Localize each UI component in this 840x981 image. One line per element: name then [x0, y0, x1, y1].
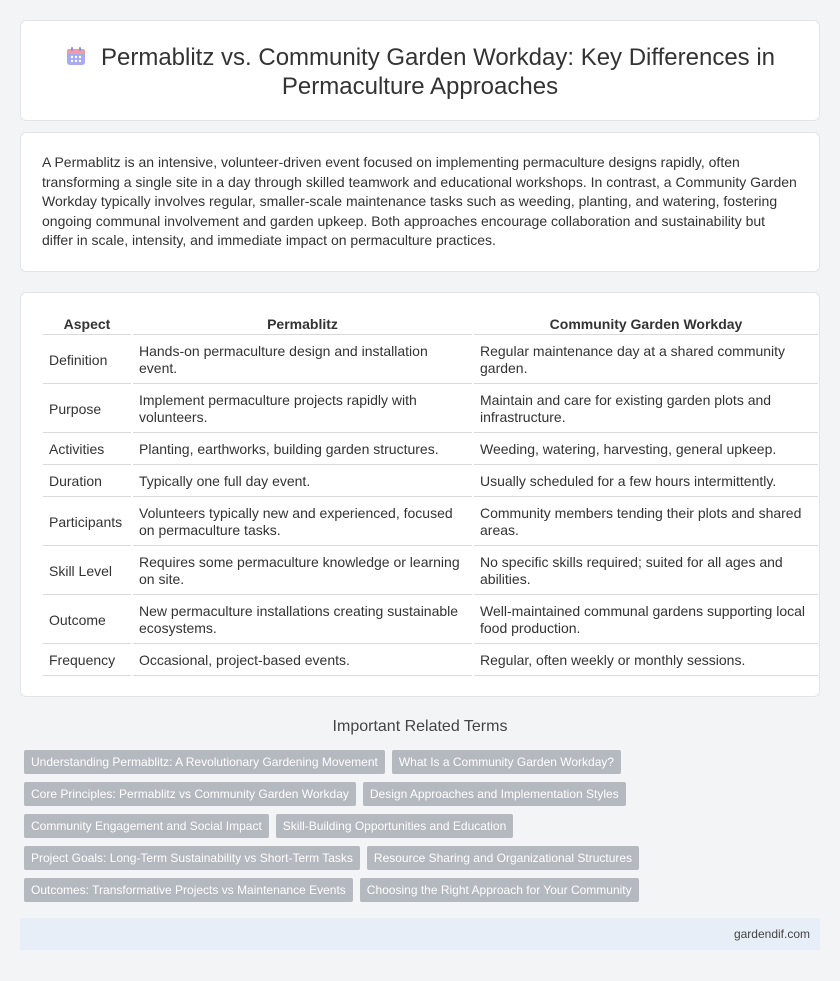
header-permablitz: Permablitz: [132, 312, 473, 335]
table-row: [43, 384, 818, 433]
related-term-link[interactable]: Skill-Building Opportunities and Education: [276, 814, 513, 838]
related-term-link[interactable]: What Is a Community Garden Workday?: [392, 750, 621, 774]
cell-community: Well-maintained communal gardens supporting local food production.: [473, 595, 818, 644]
related-term-link[interactable]: Understanding Permablitz: A Revolutionary Gardening Movement: [24, 750, 385, 774]
intro-paragraph: A Permablitz is an intensive, volunteer-driven event focused on implementing permaculture designs rapidly, often transforming a single site in a day through skilled teamwork and educational workshops. In contrast, a Community Garden Workday typically involves regular, smaller-scale maintenance tasks such as weeding, planting, and watering, fostering ongoing communal involvement and garden upkeep. Both approaches encourage collaboration and sustainability but differ in scale, intensity, and immediate impact on permaculture practices.: [42, 154, 797, 248]
footer: [20, 918, 820, 950]
table-row: [43, 433, 818, 465]
related-term-link[interactable]: Outcomes: Transformative Projects vs Maintenance Events: [24, 878, 353, 902]
cell-permablitz: Volunteers typically new and experienced, focused on permaculture tasks.: [132, 497, 473, 546]
related-terms-heading: Important Related Terms: [332, 718, 508, 735]
title-line-1: Permablitz vs. Community Garden Workday: Key Differences in: [100, 44, 776, 71]
table-header-row: [43, 312, 818, 335]
cell-community: Usually scheduled for a few hours intermittently.: [473, 465, 818, 497]
table-row: [43, 546, 818, 595]
cell-permablitz: Occasional, project-based events.: [132, 644, 473, 676]
header-aspect: Aspect: [43, 312, 132, 335]
intro-card: [20, 132, 820, 272]
cell-community: Maintain and care for existing garden plots and infrastructure.: [473, 384, 818, 433]
cell-permablitz: Planting, earthworks, building garden structures.: [132, 433, 473, 465]
related-term-link[interactable]: Project Goals: Long-Term Sustainability vs Short-Term Tasks: [24, 846, 360, 870]
related-term-link[interactable]: Community Engagement and Social Impact: [24, 814, 269, 838]
cell-aspect: Outcome: [43, 595, 132, 644]
comparison-table: [43, 312, 818, 676]
cell-permablitz: Typically one full day event.: [132, 465, 473, 497]
related-term-link[interactable]: Resource Sharing and Organizational Structures: [367, 846, 639, 870]
cell-permablitz: New permaculture installations creating sustainable ecosystems.: [132, 595, 473, 644]
table-row: [43, 497, 818, 546]
related-term-link[interactable]: Core Principles: Permablitz vs Community Garden Workday: [24, 782, 356, 806]
cell-aspect: Participants: [43, 497, 132, 546]
cell-community: Regular maintenance day at a shared community garden.: [473, 335, 818, 384]
related-term-link[interactable]: Choosing the Right Approach for Your Community: [360, 878, 639, 902]
cell-aspect: Activities: [43, 433, 132, 465]
cell-community: Regular, often weekly or monthly sessions.: [473, 644, 818, 676]
cell-permablitz: Hands-on permaculture design and installation event.: [132, 335, 473, 384]
cell-aspect: Duration: [43, 465, 132, 497]
footer-site-link[interactable]: gardendif.com: [733, 927, 810, 941]
header-community-garden-workday: Community Garden Workday: [473, 312, 818, 335]
calendar-icon: [65, 45, 87, 67]
cell-community: No specific skills required; suited for all ages and abilities.: [473, 546, 818, 595]
table-row: [43, 335, 818, 384]
page-title: [21, 43, 819, 101]
cell-aspect: Frequency: [43, 644, 132, 676]
cell-community: Community members tending their plots and shared areas.: [473, 497, 818, 546]
cell-aspect: Definition: [43, 335, 132, 384]
title-card: [20, 20, 820, 121]
table-row: [43, 465, 818, 497]
table-row: [43, 595, 818, 644]
table-row: [43, 644, 818, 676]
cell-permablitz: Requires some permaculture knowledge or learning on site.: [132, 546, 473, 595]
related-term-link[interactable]: Design Approaches and Implementation Styles: [363, 782, 626, 806]
related-terms-list: [24, 750, 824, 910]
cell-community: Weeding, watering, harvesting, general upkeep.: [473, 433, 818, 465]
comparison-card: [20, 292, 820, 697]
title-line-2: Permaculture Approaches: [281, 73, 559, 100]
cell-permablitz: Implement permaculture projects rapidly with volunteers.: [132, 384, 473, 433]
cell-aspect: Skill Level: [43, 546, 132, 595]
cell-aspect: Purpose: [43, 384, 132, 433]
